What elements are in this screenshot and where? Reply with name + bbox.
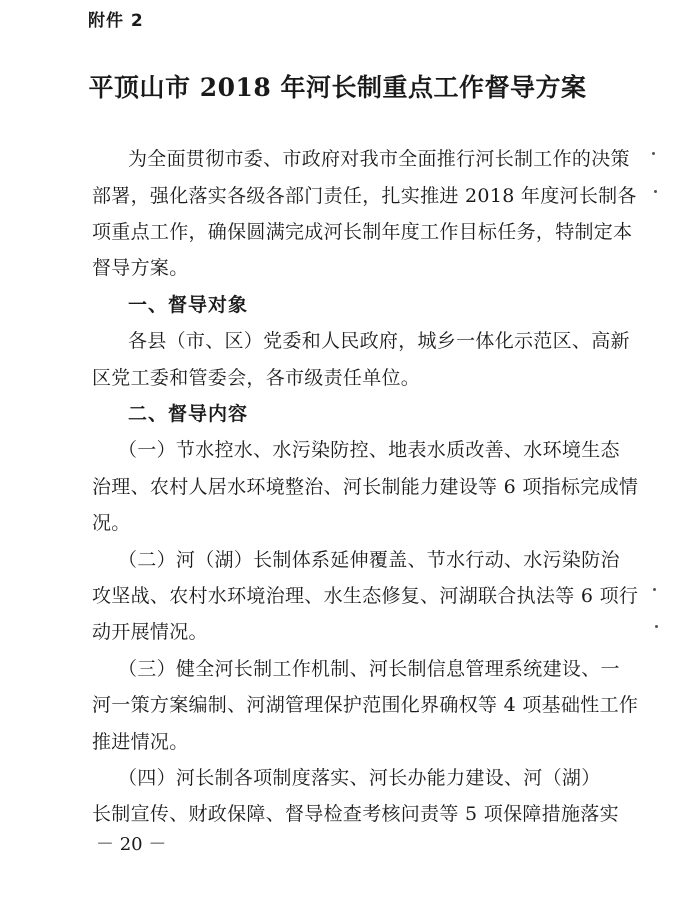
attachment-label: 附件 2: [88, 11, 144, 31]
item-1-line-2: 治理、农村人居水环境整治、河长制能力建设等 6 项指标完成情: [92, 476, 639, 498]
item-2-line-2: 攻坚战、农村水环境治理、水生态修复、河湖联合执法等 6 项行: [92, 585, 639, 607]
paragraph-intro-line-3: 项重点工作，确保圆满完成河长制年度工作目标任务，特制定本: [92, 221, 633, 243]
paragraph-intro-line-4: 督导方案。: [92, 257, 189, 279]
item-1-line-1: （一）节水控水、水污染防控、地表水质改善、水环境生态: [118, 439, 620, 461]
scan-speck-3: [653, 588, 656, 591]
page-number: － 20 －: [96, 834, 167, 855]
item-2-line-3: 动开展情况。: [92, 621, 208, 643]
paragraph-target-line-2: 区党工委和管委会，各市级责任单位。: [92, 367, 421, 389]
item-4-line-2: 长制宣传、财政保障、督导检查考核问责等 5 项保障措施落实: [92, 803, 619, 825]
scan-speck-1: [652, 152, 655, 155]
document-title: 平顶山市 2018 年河长制重点工作督导方案: [88, 73, 587, 102]
paragraph-intro-line-2: 部署，强化落实各级各部门责任，扎实推进 2018 年度河长制各: [92, 185, 637, 207]
item-3-line-3: 推进情况。: [92, 731, 189, 753]
paragraph-target-line-1: 各县（市、区）党委和人民政府，城乡一体化示范区、高新: [128, 330, 630, 352]
scan-speck-4: [655, 625, 658, 628]
item-3-line-1: （三）健全河长制工作机制、河长制信息管理系统建设、一: [118, 658, 620, 680]
section-heading-supervision-target: 一、督导对象: [128, 294, 249, 316]
item-2-line-1: （二）河（湖）长制体系延伸覆盖、节水行动、水污染防治: [118, 549, 620, 571]
item-1-line-3: 况。: [92, 512, 131, 534]
paragraph-intro-line-1: 为全面贯彻市委、市政府对我市全面推行河长制工作的决策: [128, 148, 630, 170]
item-3-line-2: 河一策方案编制、河湖管理保护范围化界确权等 4 项基础性工作: [92, 694, 639, 716]
section-heading-supervision-content: 二、督导内容: [128, 403, 249, 425]
item-4-line-1: （四）河长制各项制度落实、河长办能力建设、河（湖）: [118, 767, 601, 789]
scan-speck-2: [654, 190, 657, 193]
